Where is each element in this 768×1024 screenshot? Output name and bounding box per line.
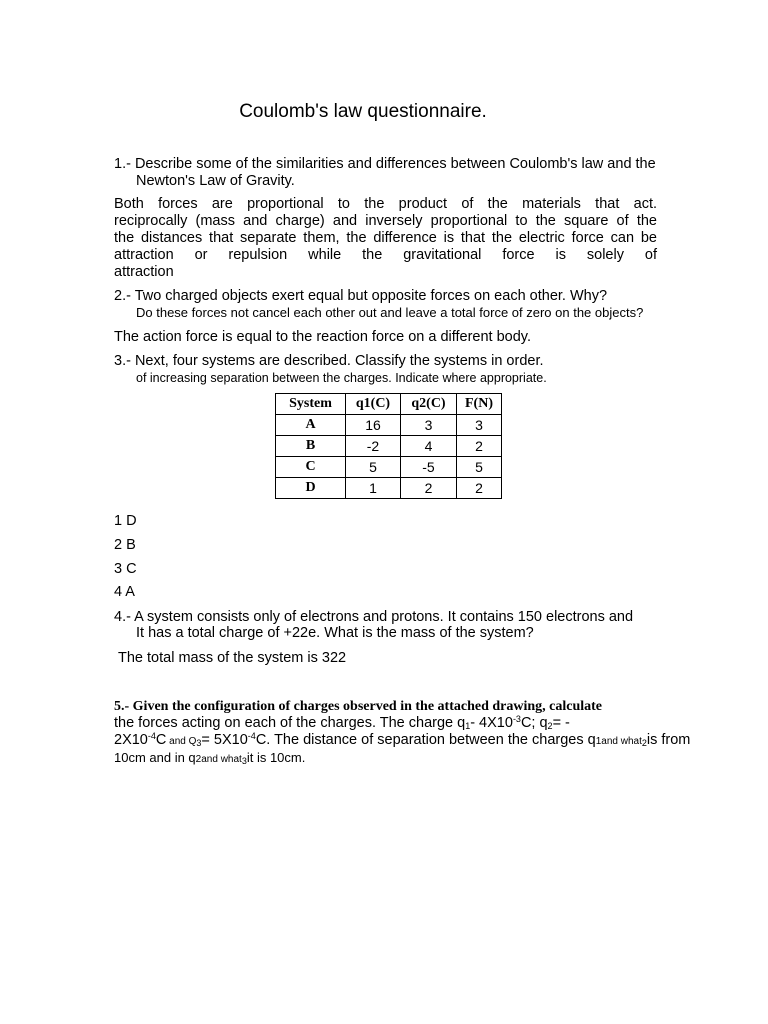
table-row (276, 415, 502, 436)
systems-table (275, 393, 502, 499)
question-5-line-4: 10cm and in q2and what$_3$it is 10cm. (114, 750, 306, 766)
table-header-row (276, 394, 502, 415)
question-4-line-2: It has a total charge of +22e. What is the mass of the system? (136, 625, 534, 641)
row-system: A (276, 415, 346, 436)
row-force: 2 (457, 436, 502, 457)
row-system: B (276, 436, 346, 457)
answer-1-line: attraction or repulsion while the gravitational force is solely of (114, 247, 657, 263)
header-force: F(N) (457, 394, 502, 415)
row-q1: 16 (346, 415, 401, 436)
ranking-item: 3 C (114, 561, 137, 577)
answer-1-line: Both forces are proportional to the product of the materials that act. (114, 196, 657, 212)
row-force: 5 (457, 457, 502, 478)
question-5-line-2: the forces acting on each of the charges. The charge $q_1-$ $4X10^{-3}C$; $q_2=$ - (114, 714, 570, 731)
answer-4: The total mass of the system is 322 (118, 650, 347, 666)
question-3-line-2: of increasing separation between the charges. Indicate where appropriate. (136, 371, 547, 385)
question-3-line-1: 3.- Next, four systems are described. Classify the systems in order. (114, 353, 544, 369)
answer-1-line: reciprocally (mass and charge) and inversely proportional to the square of the (114, 213, 657, 229)
row-q1: 5 (346, 457, 401, 478)
answer-2: The action force is equal to the reaction force on a different body. (114, 329, 531, 345)
question-1-line-1: 1.- Describe some of the similarities and differences between Coulomb's law and the (114, 156, 656, 172)
row-q2: 4 (401, 436, 457, 457)
row-system: D (276, 478, 346, 499)
header-q1: q1(C) (346, 394, 401, 415)
table-row (276, 436, 502, 457)
question-5-line-3: $2X10^{-4}C$ and $Q_3= 5X10^{-4}C$. The distance of separation between the charges q1and what$_2$is from (114, 731, 691, 748)
table-row (276, 457, 502, 478)
question-4-line-1: 4.- A system consists only of electrons and protons. It contains 150 electrons and (114, 609, 634, 625)
answer-1-last-line: attraction (114, 264, 174, 280)
row-system: C (276, 457, 346, 478)
ranking-item: 2 B (114, 537, 136, 553)
page-title: Coulomb's law questionnaire. (239, 101, 487, 122)
question-5-heading: 5.- Given the configuration of charges observed in the attached drawing, calculate (114, 699, 603, 714)
row-q1: 1 (346, 478, 401, 499)
row-q2: -5 (401, 457, 457, 478)
row-q2: 3 (401, 415, 457, 436)
question-2-line-1: 2.- Two charged objects exert equal but opposite forces on each other. Why? (114, 288, 608, 304)
ranking-item: 4 A (114, 584, 135, 600)
question-1-line-2: Newton's Law of Gravity. (136, 173, 295, 189)
ranking-item: 1 D (114, 513, 137, 529)
answer-1 (114, 196, 657, 264)
row-force: 2 (457, 478, 502, 499)
question-2-line-2: Do these forces not cancel each other out and leave a total force of zero on the objects? (136, 305, 644, 320)
header-system: System (276, 394, 346, 415)
answer-1-line: the distances that separate them, the difference is that the electric force can be (114, 230, 657, 246)
header-q2: q2(C) (401, 394, 457, 415)
row-force: 3 (457, 415, 502, 436)
row-q2: 2 (401, 478, 457, 499)
row-q1: -2 (346, 436, 401, 457)
table-row (276, 478, 502, 499)
